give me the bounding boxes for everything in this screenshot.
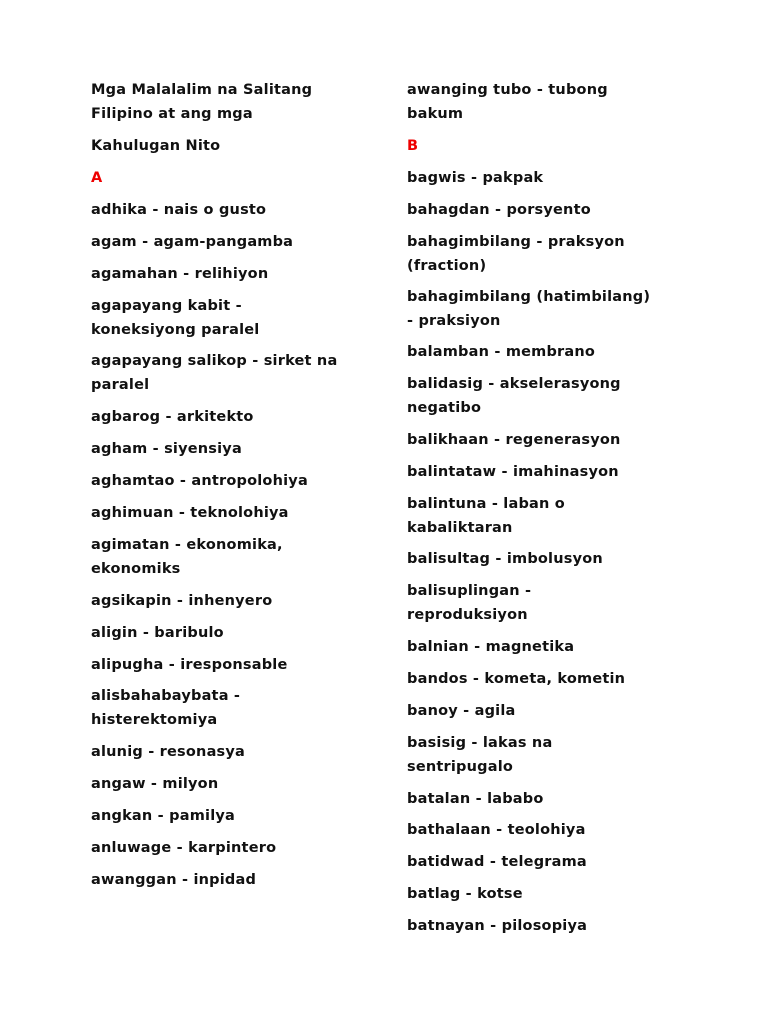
glossary-entry: aghimuan - teknolohiya (91, 505, 289, 521)
glossary-entry: balamban - membrano (407, 344, 596, 360)
section-letter-b: B (407, 138, 419, 154)
glossary-entry: alipugha - iresponsable (91, 657, 288, 673)
glossary-entry: balintuna - laban o kabaliktaran (407, 496, 565, 536)
glossary-entry: awanggan - inpidad (91, 872, 257, 888)
glossary-entry: bahagdan - porsyento (407, 202, 591, 218)
glossary-entry: alunig - resonasya (91, 744, 246, 760)
glossary-entry: banoy - agila (407, 703, 516, 719)
glossary-entry: balnian - magnetika (407, 639, 575, 655)
glossary-entry: agapayang kabit - koneksiyong paralel (91, 298, 260, 338)
glossary-entry: anluwage - karpintero (91, 840, 277, 856)
glossary-entry: balisultag - imbolusyon (407, 551, 603, 567)
glossary-entry: batalan - lababo (407, 791, 544, 807)
glossary-entry: agham - siyensiya (91, 441, 242, 457)
glossary-entry: angaw - milyon (91, 776, 219, 792)
glossary-entry: aligin - baribulo (91, 625, 224, 641)
glossary-entry: bahagimbilang (hatimbilang) - praksiyon (407, 289, 651, 329)
glossary-entry: bagwis - pakpak (407, 170, 544, 186)
glossary-entry: balisuplingan - reproduksiyon (407, 583, 532, 623)
document-title-line-3: Kahulugan Nito (91, 138, 221, 154)
glossary-entry: angkan - pamilya (91, 808, 236, 824)
glossary-entry: agsikapin - inhenyero (91, 593, 273, 609)
glossary-entry: basisig - lakas na sentripugalo (407, 735, 553, 775)
glossary-entry: bathalaan - teolohiya (407, 822, 586, 838)
glossary-entry: bahagimbilang - praksyon (fraction) (407, 234, 625, 274)
document-title-line-2: Filipino at ang mga (91, 106, 253, 122)
glossary-entry: bandos - kometa, kometin (407, 671, 626, 687)
glossary-entry: balidasig - akselerasyong negatibo (407, 376, 621, 416)
glossary-entry: batlag - kotse (407, 886, 523, 902)
section-letter-a: A (91, 170, 103, 186)
glossary-entry: batidwad - telegrama (407, 854, 587, 870)
glossary-entry: aghamtao - antropolohiya (91, 473, 308, 489)
glossary-entry: agbarog - arkitekto (91, 409, 254, 425)
glossary-entry: batnayan - pilosopiya (407, 918, 588, 934)
glossary-entry: alisbahabaybata - histerektomiya (91, 688, 241, 728)
glossary-entry: balikhaan - regenerasyon (407, 432, 621, 448)
glossary-entry: adhika - nais o gusto (91, 202, 267, 218)
glossary-entry-carry-over: awanging tubo - tubong bakum (407, 82, 608, 122)
glossary-entry: agapayang salikop - sirket na paralel (91, 353, 338, 393)
glossary-entry: agam - agam-pangamba (91, 234, 294, 250)
glossary-entry: agimatan - ekonomika, ekonomiks (91, 537, 283, 577)
glossary-entry: balintataw - imahinasyon (407, 464, 619, 480)
document-title-line-1: Mga Malalalim na Salitang (91, 82, 313, 98)
glossary-entry: agamahan - relihiyon (91, 266, 269, 282)
